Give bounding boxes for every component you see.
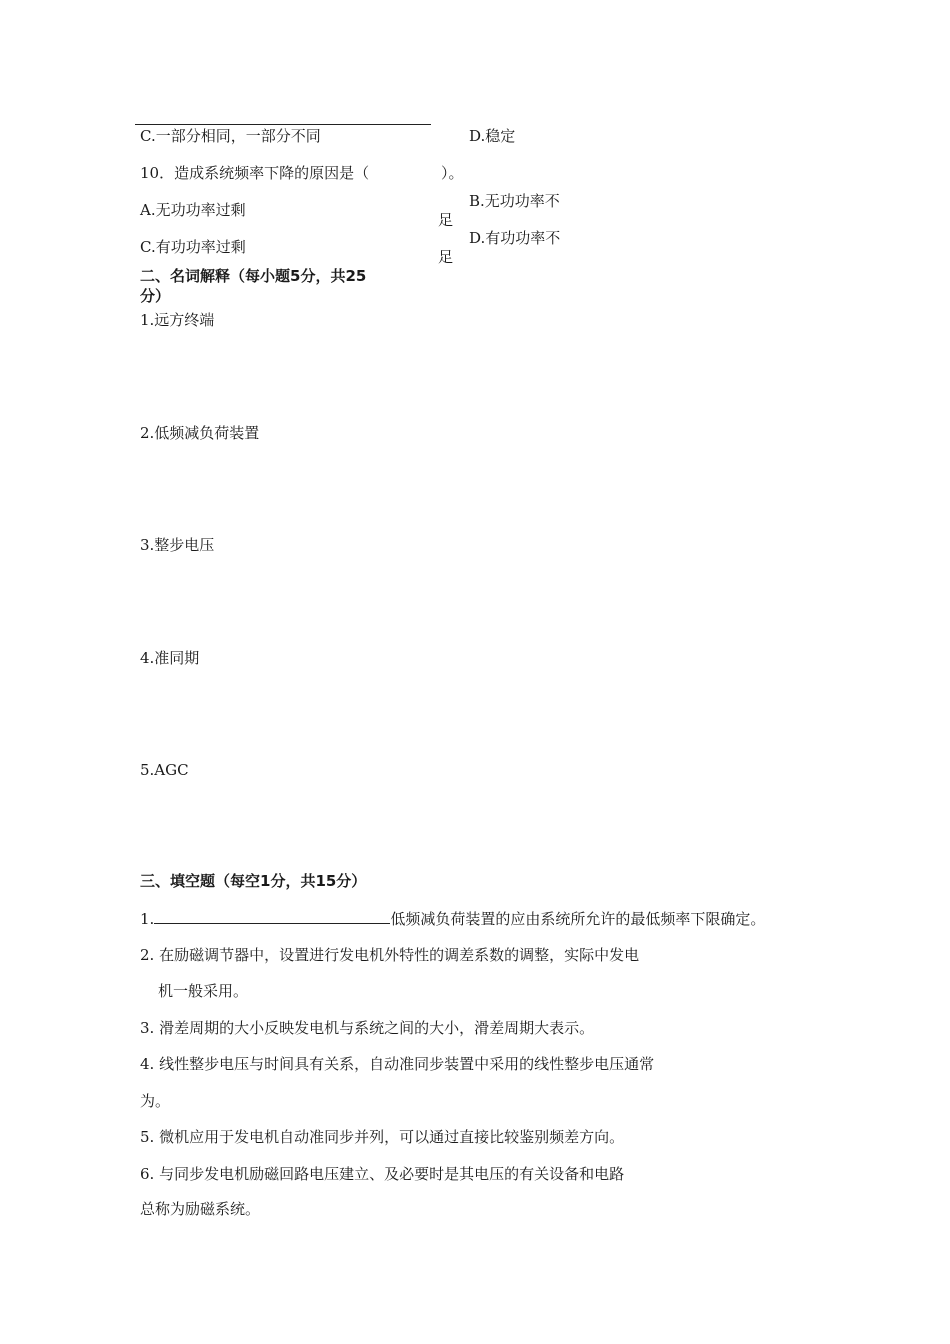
fill-q6-cont: 总称为励磁系统。 bbox=[140, 1200, 261, 1218]
q10-option-b-cont: 足 bbox=[438, 211, 454, 229]
q10-option-b: B.无功功率不 bbox=[469, 192, 560, 210]
q10-option-a: A.无功功率过剩 bbox=[140, 201, 246, 219]
fill-q5: 5. 微机应用于发电机自动准同步并列，可以通过直接比较鉴别频差方向。 bbox=[140, 1128, 625, 1146]
fill-q2: 2. 在励磁调节器中，设置进行发电机外特性的调差系数的调整，实际中发电 bbox=[140, 946, 640, 964]
q10-stem: 10．造成系统频率下降的原因是（ bbox=[140, 164, 370, 182]
section3-heading: 三、填空题（每空1分，共15分） bbox=[140, 872, 367, 890]
section2-heading: 二、名词解释（每小题5分，共25 bbox=[140, 267, 367, 285]
top-rule bbox=[135, 124, 431, 125]
q9-option-d: D.稳定 bbox=[469, 127, 516, 145]
q10-stem-end: ）。 bbox=[441, 164, 464, 182]
fill-q1-text: 低频减负荷装置的应由系统所允许的最低频率下限确定。 bbox=[390, 910, 766, 928]
fill-q4-cont: 为。 bbox=[140, 1092, 171, 1110]
fill-q1 bbox=[140, 909, 765, 928]
term-item: 5.AGC bbox=[140, 761, 189, 779]
answer-blank bbox=[154, 909, 390, 924]
fill-q1-number: 1. bbox=[140, 910, 155, 928]
term-item: 1.远方终端 bbox=[140, 311, 215, 329]
term-item: 2.低频减负荷装置 bbox=[140, 424, 260, 442]
fill-q2-cont: 机一般采用。 bbox=[158, 982, 249, 1000]
fill-q4: 4. 线性整步电压与时间具有关系，自动准同步装置中采用的线性整步电压通常 bbox=[140, 1055, 655, 1073]
q10-option-c: C.有功功率过剩 bbox=[140, 238, 246, 256]
fill-q6: 6. 与同步发电机励磁回路电压建立、及必要时是其电压的有关设备和电路 bbox=[140, 1165, 625, 1183]
q10-option-d-cont: 足 bbox=[438, 248, 454, 266]
fill-q3: 3. 滑差周期的大小反映发电机与系统之间的大小，滑差周期大表示。 bbox=[140, 1019, 595, 1037]
q10-option-d: D.有功功率不 bbox=[469, 229, 561, 247]
q9-option-c: C.一部分相同，一部分不同 bbox=[140, 127, 321, 145]
section2-heading-cont: 分） bbox=[140, 287, 171, 305]
term-item: 3.整步电压 bbox=[140, 536, 215, 554]
term-item: 4.准同期 bbox=[140, 649, 200, 667]
